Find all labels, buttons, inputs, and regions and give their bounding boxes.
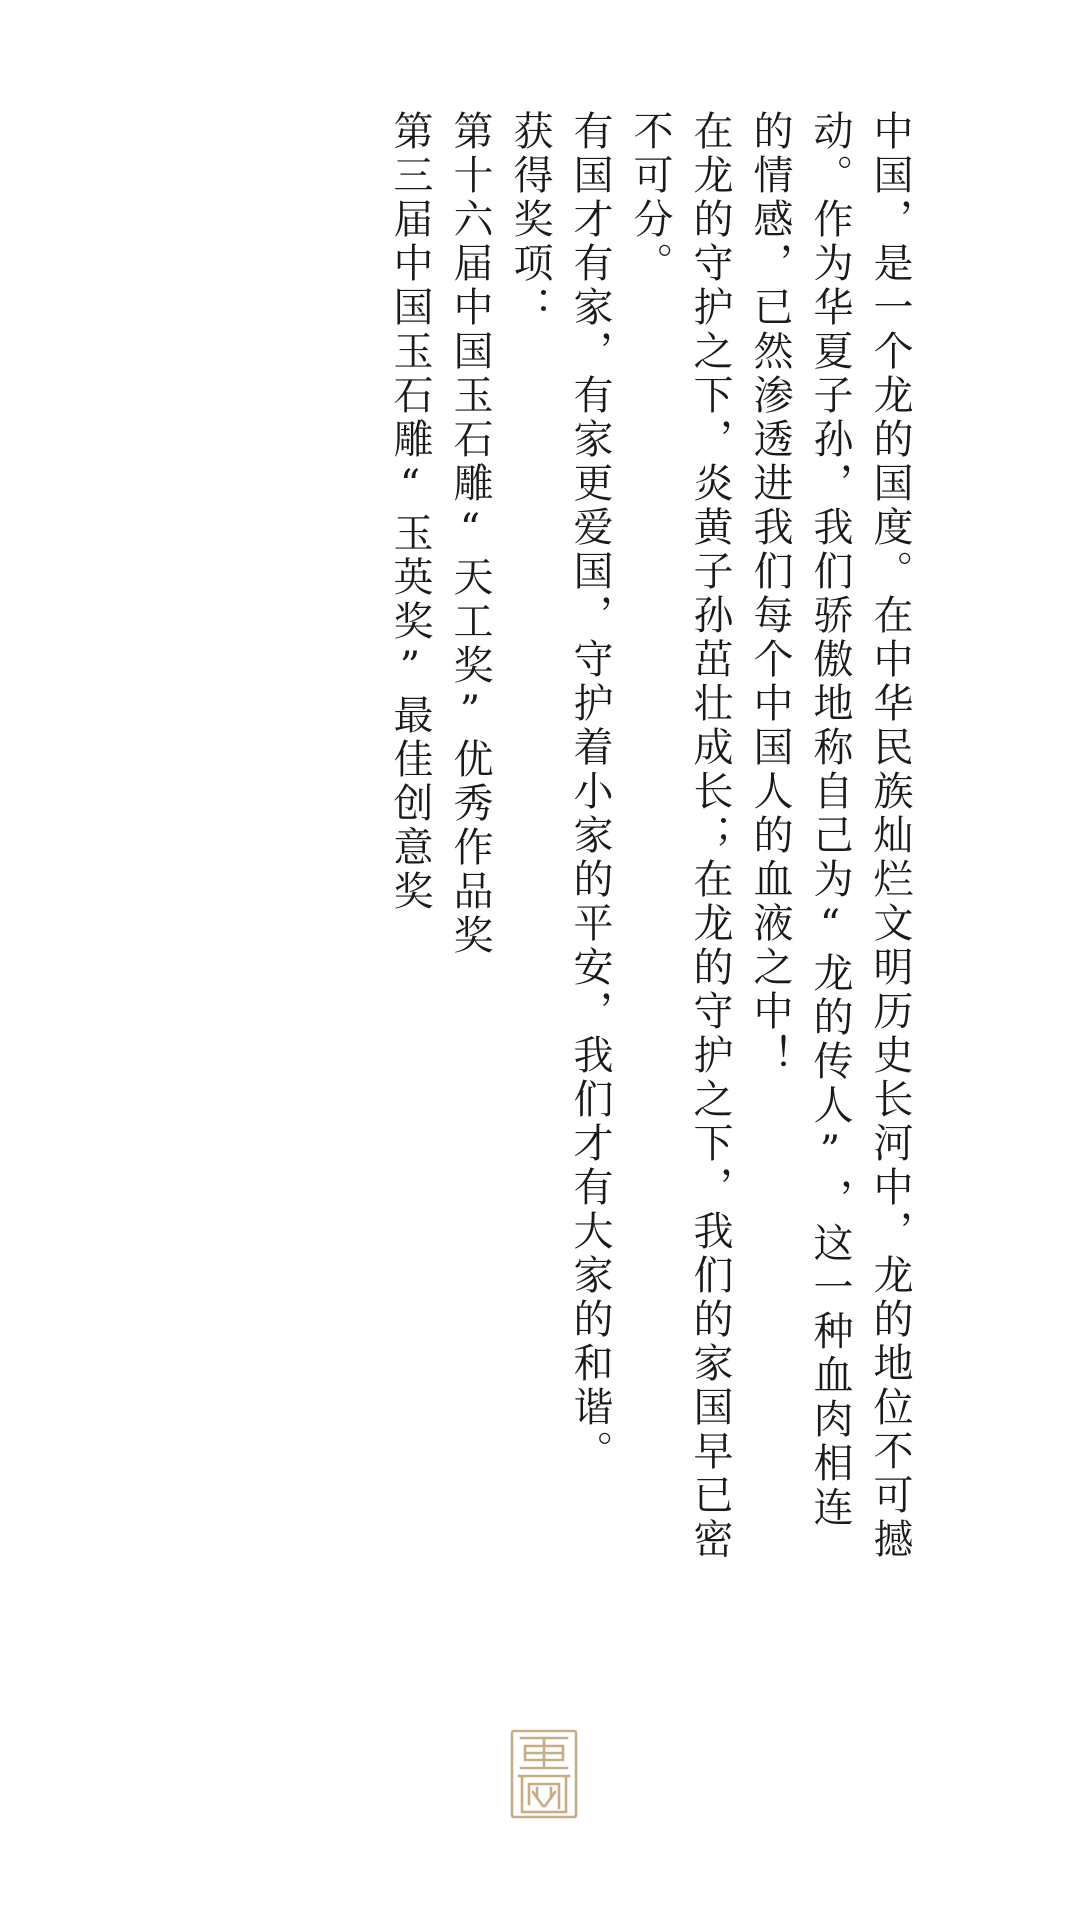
seal-stamp-icon: [509, 1728, 579, 1820]
award-item-2: 第三届中国玉石雕“玉英奖”最佳创意奖: [387, 110, 433, 914]
awards-heading: 获得奖项：: [507, 110, 553, 330]
article-paragraph-1: 中国，是一个龙的国度。在中华民族灿烂文明历史长河中，龙的地位不可撼动。作为华夏子孙，我们骄傲地称自己为“龙的传人”，这一种血肉相连的情感，已然渗透进我们每个中国人的血液之中！: [747, 110, 913, 1562]
award-item-1: 第十六届中国玉石雕“天工奖”优秀作品奖: [447, 110, 493, 958]
vertical-article: [380, 110, 920, 1570]
article-paragraph-2: 在龙的守护之下，炎黄子孙茁壮成长；在龙的守护之下，我们的家国早已密不可分。: [627, 110, 733, 1562]
article-paragraph-3: 有国才有家，有家更爱国，守护着小家的平安，我们才有大家的和谐。: [567, 110, 613, 1474]
